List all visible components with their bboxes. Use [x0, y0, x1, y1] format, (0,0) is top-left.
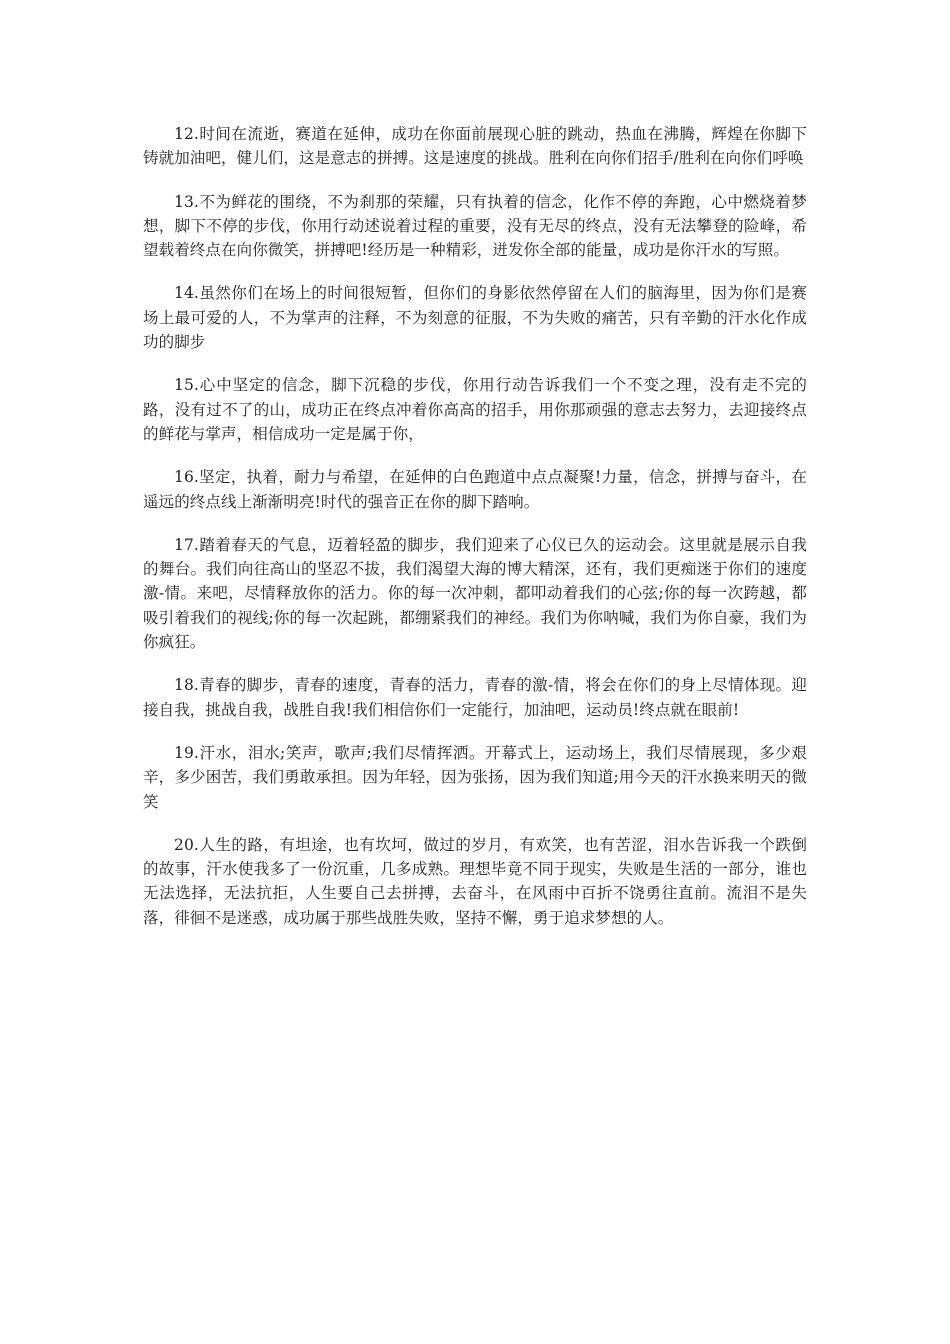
document-body	[143, 122, 807, 949]
paragraph-17: 17.踏着春天的气息，迈着轻盈的脚步，我们迎来了心仪已久的运动会。这里就是展示自我的舞台。我们向往高山的坚忍不拔，我们渴望大海的博大精深，还有，我们更痴迷于你们的速度激-情。来吧，尽情释放你的活力。你的每一次冲刺，都叩动着我们的心弦;你的每一次跨越，都吸引着我们的视线;你的每一次起跳，都绷紧我们的神经。我们为你呐喊，我们为你自豪，我们为你疯狂。	[143, 535, 807, 652]
paragraph-16: 16.坚定，执着，耐力与希望，在延伸的白色跑道中点点凝聚!力量，信念，拼搏与奋斗，在遥远的终点线上渐渐明亮!时代的强音正在你的脚下踏响。	[143, 468, 807, 511]
paragraph-18: 18.青春的脚步，青春的速度，青春的活力，青春的激-情，将会在你们的身上尽情体现。迎接自我，挑战自我，战胜自我!我们相信你们一定能行，加油吧，运动员!终点就在眼前!	[143, 676, 807, 719]
paragraph-12: 12.时间在流逝，赛道在延伸，成功在你面前展现心脏的跳动，热血在沸腾，辉煌在你脚下铸就加油吧，健儿们，这是意志的拼搏。这是速度的挑战。胜利在向你们招手/胜利在向你们呼唤	[143, 125, 807, 168]
paragraph-13: 13.不为鲜花的围绕，不为刹那的荣耀，只有执着的信念，化作不停的奔跑，心中燃烧着梦想，脚下不停的步伐，你用行动述说着过程的重要，没有无尽的终点，没有无法攀登的险峰，希望载着终点在向你微笑，拼搏吧!经历是一种精彩，迸发你全部的能量，成功是你汗水的写照。	[143, 192, 807, 260]
paragraph-19: 19.汗水，泪水;笑声，歌声;我们尽情挥洒。开幕式上，运动场上，我们尽情展现，多少艰辛，多少困苦，我们勇敢承担。因为年轻，因为张扬，因为我们知道;用今天的汗水换来明天的微笑	[143, 743, 807, 811]
paragraph-15: 15.心中坚定的信念，脚下沉稳的步伐，你用行动告诉我们一个不变之理，没有走不完的路，没有过不了的山，成功正在终点冲着你高高的招手，用你那顽强的意志去努力，去迎接终点的鲜花与掌声，相信成功一定是属于你，	[143, 376, 807, 443]
paragraph-14: 14.虽然你们在场上的时间很短暂，但你们的身影依然停留在人们的脑海里，因为你们是赛场上最可爱的人，不为掌声的注释，不为刻意的征服，不为失败的痛苦，只有辛勤的汗水化作成功的脚步	[143, 284, 807, 352]
paragraph-20: 20.人生的路，有坦途，也有坎坷，做过的岁月，有欢笑，也有苦涩，泪水告诉我一个跌倒的故事，汗水使我多了一份沉重，几多成熟。理想毕竟不同于现实，失败是生活的一部分，谁也无法选择，无法抗拒，人生要自己去拼搏，去奋斗，在风雨中百折不饶勇往直前。流泪不是失落，徘徊不是迷惑，成功属于那些战胜失败，坚持不懈，勇于追求梦想的人。	[143, 835, 807, 927]
